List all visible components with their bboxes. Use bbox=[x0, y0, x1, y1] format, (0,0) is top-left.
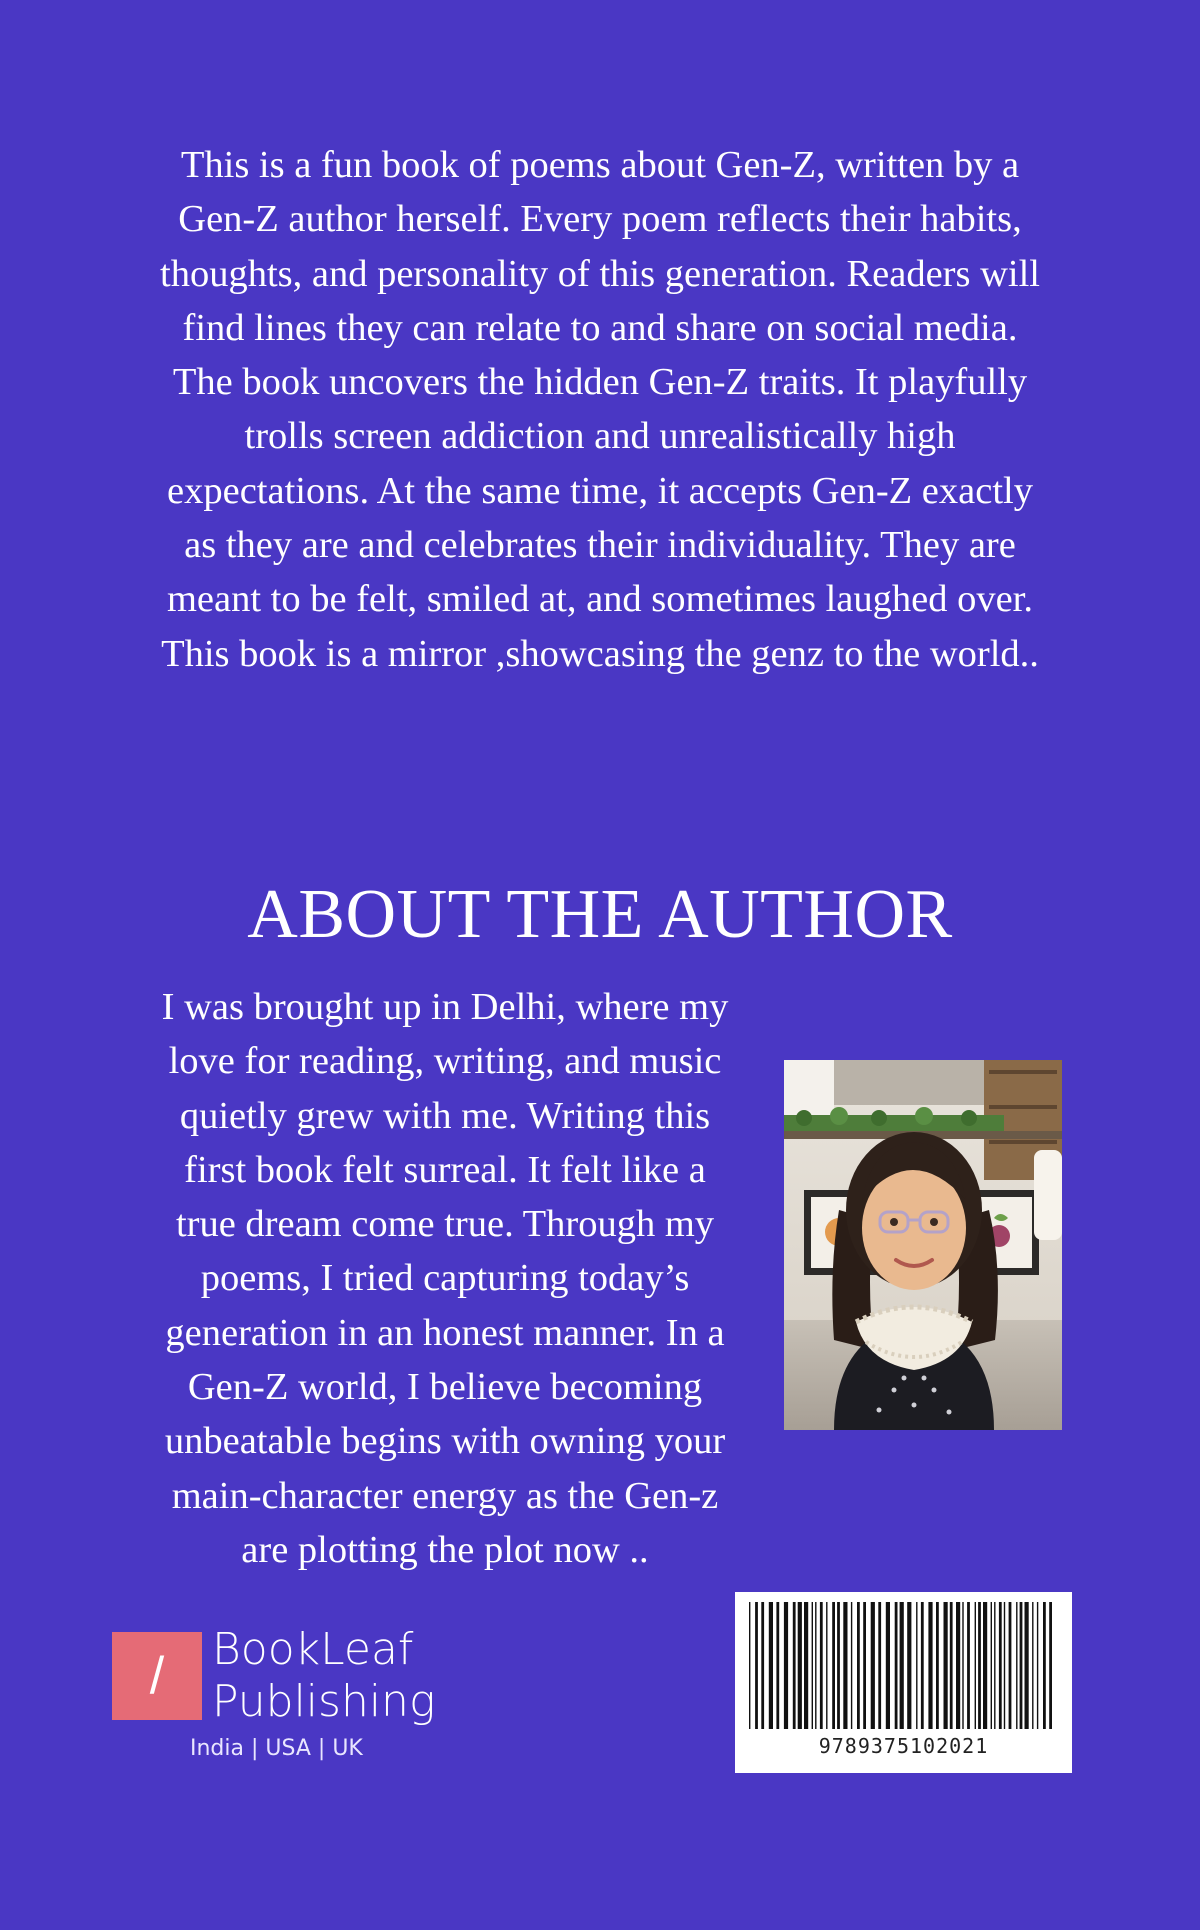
barcode-bar bbox=[1043, 1602, 1046, 1729]
publisher-regions: India | USA | UK bbox=[190, 1736, 363, 1761]
author-portrait-illustration bbox=[784, 1060, 1062, 1430]
barcode-bar bbox=[950, 1602, 953, 1729]
bio-line: generation in an honest manner. In a bbox=[165, 1311, 725, 1354]
blurb-line: find lines they can relate to and share on social media. bbox=[182, 306, 1018, 349]
blurb-line: thoughts, and personality of this generation. Readers will bbox=[160, 252, 1040, 295]
barcode-bar bbox=[761, 1602, 764, 1729]
barcode-bar bbox=[975, 1602, 976, 1729]
barcode-bar bbox=[978, 1602, 981, 1729]
author-bio bbox=[110, 980, 780, 1577]
barcode-bar bbox=[798, 1602, 802, 1729]
barcode-bar bbox=[928, 1602, 932, 1729]
barcode-bar bbox=[871, 1602, 875, 1729]
barcode-bar bbox=[832, 1602, 835, 1729]
barcode-bar bbox=[812, 1602, 813, 1729]
barcode-bar bbox=[837, 1602, 840, 1729]
blurb-line: The book uncovers the hidden Gen-Z traits. It playfully bbox=[172, 361, 1028, 404]
barcode-bar bbox=[793, 1602, 796, 1729]
barcode-bar bbox=[826, 1602, 827, 1729]
barcode-bar bbox=[843, 1602, 847, 1729]
barcode-bar bbox=[878, 1602, 881, 1729]
barcode-bar bbox=[851, 1602, 852, 1729]
bio-line: main-character energy as the Gen-z bbox=[171, 1474, 719, 1517]
bio-line: Gen-Z world, I believe becoming bbox=[187, 1366, 703, 1409]
barcode-bar bbox=[1025, 1602, 1029, 1729]
bio-line: unbeatable begins with owning your bbox=[164, 1420, 726, 1463]
barcode-bar bbox=[1009, 1602, 1012, 1729]
publisher-logo bbox=[112, 1624, 442, 1762]
barcode-bar bbox=[815, 1602, 816, 1729]
publisher-name-line1: BookLeaf bbox=[212, 1624, 414, 1675]
barcode-bar bbox=[916, 1602, 917, 1729]
barcode-bar bbox=[1032, 1602, 1033, 1729]
barcode-bar bbox=[1037, 1602, 1038, 1729]
barcode-bar bbox=[776, 1602, 779, 1729]
barcode-bar bbox=[1004, 1602, 1005, 1729]
barcode-bar bbox=[991, 1602, 992, 1729]
publisher-name bbox=[212, 1624, 435, 1728]
barcode-bar bbox=[886, 1602, 890, 1729]
barcode-bar bbox=[967, 1602, 970, 1729]
barcode-bar bbox=[863, 1602, 866, 1729]
barcode-bar bbox=[804, 1602, 808, 1729]
barcode-bar bbox=[936, 1602, 939, 1729]
barcode-bar bbox=[994, 1602, 995, 1729]
barcode-bar bbox=[1020, 1602, 1023, 1729]
publisher-name-line2: Publishing bbox=[212, 1676, 436, 1727]
blurb-line: as they are and celebrates their individuality. They are bbox=[184, 524, 1016, 567]
barcode-bar bbox=[1049, 1602, 1052, 1729]
bio-line: true dream come true. Through my bbox=[175, 1203, 715, 1246]
blurb-line: This book is a mirror ,showcasing the genz to the world.. bbox=[161, 632, 1039, 675]
bio-line: love for reading, writing, and music bbox=[168, 1040, 722, 1083]
book-blurb bbox=[110, 138, 1090, 681]
blurb-line: expectations. At the same time, it accepts Gen-Z exactly bbox=[167, 469, 1033, 512]
blurb-line: trolls screen addiction and unrealistically high bbox=[244, 415, 956, 458]
barcode-bar bbox=[857, 1602, 860, 1729]
bio-line: poems, I tried capturing today’s bbox=[200, 1257, 690, 1300]
barcode-bar bbox=[755, 1602, 758, 1729]
barcode-bar bbox=[769, 1602, 773, 1729]
barcode-bar bbox=[999, 1602, 1002, 1729]
about-author-heading: ABOUT THE AUTHOR bbox=[247, 876, 953, 953]
blurb-line: This is a fun book of poems about Gen-Z, written by a bbox=[180, 144, 1020, 186]
blurb-line: meant to be felt, smiled at, and sometimes laughed over. bbox=[166, 578, 1034, 621]
author-photo bbox=[784, 1060, 1062, 1430]
barcode-bar bbox=[1016, 1602, 1017, 1729]
barcode-bar bbox=[895, 1602, 898, 1729]
blurb-line: Gen-Z author herself. Every poem reflects their habits, bbox=[178, 198, 1022, 241]
bio-line: quietly grew with me. Writing this bbox=[179, 1094, 711, 1137]
bio-line: are plotting the plot now .. bbox=[241, 1528, 649, 1571]
barcode-bar bbox=[907, 1602, 911, 1729]
bio-line: I was brought up in Delhi, where my bbox=[161, 986, 729, 1028]
barcode-bar bbox=[921, 1602, 924, 1729]
barcode-bar bbox=[749, 1602, 750, 1729]
barcode-bar bbox=[956, 1602, 960, 1729]
bio-line: first book felt surreal. It felt like a bbox=[184, 1148, 706, 1191]
isbn-number: 9789375102021 bbox=[818, 1734, 989, 1758]
barcode-bar bbox=[983, 1602, 987, 1729]
barcode-bar bbox=[962, 1602, 963, 1729]
barcode-bar bbox=[944, 1602, 948, 1729]
isbn-barcode bbox=[735, 1592, 1072, 1773]
barcode-bar bbox=[784, 1602, 788, 1729]
barcode-bar bbox=[900, 1602, 904, 1729]
barcode-bar bbox=[820, 1602, 823, 1729]
logo-slash-glyph: / bbox=[149, 1647, 165, 1705]
